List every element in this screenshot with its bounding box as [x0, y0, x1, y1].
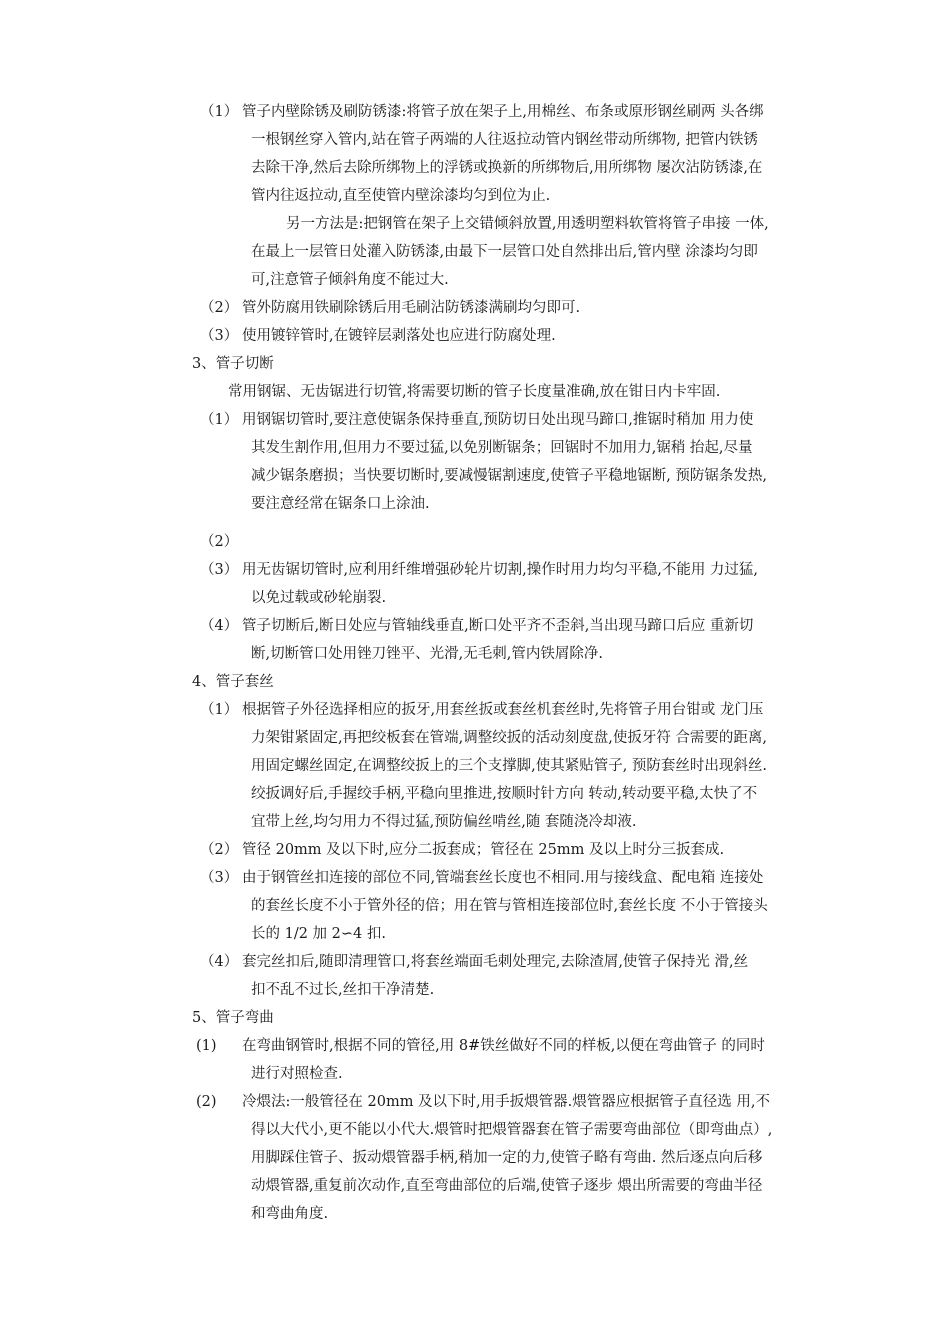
text-line: 冷煨法:一般管径在 20mm 及以下时,用手扳煨管器.煨管器应根据管子直径选 用,不 [242, 1094, 770, 1110]
item-number: （3） [200, 562, 239, 578]
text-line: 的套丝长度不小于管外径的倍；用在管与管相连接部位时,套丝长度 不小于管接头 [251, 898, 768, 914]
text-line: 在最上一层管日处灌入防锈漆,由最下一层管口处自然排出后,管内壁 涂漆均匀即 [251, 244, 758, 260]
text-line: 管子内壁除锈及刷防锈漆:将管子放在架子上,用棉丝、布条或原形钢丝刷两 头各绑 [242, 104, 764, 120]
text-line: 用钢锯切管时,要注意使锯条保持垂直,预防切日处出现马蹄口,推锯时稍加 用力使 [242, 412, 754, 428]
text-line: 管子切断后,断日处应与管轴线垂直,断口处平齐不歪斜,当出现马蹄口后应 重新切 [242, 618, 754, 634]
text-line: 根据管子外径选择相应的扳牙,用套丝扳或套丝机套丝时,先将管子用台钳或 龙门压 [242, 702, 764, 718]
text-line: 动煨管器,重复前次动作,直至弯曲部位的后端,使管子逐步 煨出所需要的弯曲半径 [251, 1178, 763, 1194]
text-line: 绞扳调好后,手握绞手柄,平稳向里推进,按顺时针方向 转动,转动要平稳,太快了不 [251, 786, 758, 802]
text-line: 使用镀锌管时,在镀锌层剥落处也应进行防腐处理. [242, 328, 556, 344]
text-line: 其发生割作用,但用力不要过猛,以免别断锯条；回锯时不加用力,锯稍 抬起,尽量 [251, 440, 753, 456]
item-number: （3） [200, 328, 239, 344]
text-line: 一根钢丝穿入管内,站在管子两端的人往返拉动管内钢丝带动所绑物, 把管内铁锈 [251, 132, 758, 148]
text-line: 可,注意管子倾斜角度不能过大. [251, 272, 449, 288]
item-number: （1） [200, 412, 239, 428]
section-heading: 5、管子弯曲 [192, 1010, 274, 1026]
text-line: 和弯曲角度. [251, 1206, 329, 1222]
text-line: 要注意经常在锯条口上涂油. [251, 496, 430, 512]
text-line: 用固定螺丝固定,在调整绞扳上的三个支撑脚,使其紧贴管子, 预防套丝时出现斜丝. [251, 758, 768, 774]
section-heading: 3、管子切断 [192, 356, 274, 372]
item-number: （4） [200, 618, 239, 634]
item-number: （3） [200, 870, 239, 886]
item-number: (1) [196, 1038, 217, 1054]
text-line: 管外防腐用铁刷除锈后用毛刷沾防锈漆满刷均匀即可. [242, 300, 581, 316]
text-line: 套完丝扣后,随即清理管口,将套丝端面毛刺处理完,去除渣屑,使管子保持光 滑,丝 [242, 954, 749, 970]
text-line: 宜带上丝,均匀用力不得过猛,预防偏丝啃丝,随 套随浇冷却液. [251, 814, 637, 830]
text-line: 常用钢锯、无齿锯进行切管,将需要切断的管子长度量准确,放在钳日内卡牢固. [228, 384, 721, 400]
text-line: 用无齿锯切管时,应利用纤维增强砂轮片切割,操作时用力均匀平稳,不能用 力过猛, [242, 562, 759, 578]
text-line: 管径 20mm 及以下时,应分二扳套成；管径在 25mm 及以上时分三扳套成. [242, 842, 725, 858]
item-number: （2） [200, 534, 239, 550]
text-line: 长的 1/2 加 2∽4 扣. [251, 926, 386, 942]
section-heading: 4、管子套丝 [192, 674, 274, 690]
text-line: 力架钳紧固定,再把绞板套在管端,调整绞扳的活动刻度盘,使扳牙符 合需要的距离, [251, 730, 768, 746]
item-number: （1） [200, 104, 239, 120]
text-line: 用脚踩住管子、扳动煨管器手柄,稍加一定的力,使管子略有弯曲. 然后逐点向后移 [251, 1150, 763, 1166]
text-line: 管内往返拉动,直至使管内壁涂漆均匀到位为止. [251, 188, 551, 204]
item-number: (2) [196, 1094, 217, 1110]
text-line: 断,切断管口处用锉刀锉平、光滑,无毛刺,管内铁屑除净. [251, 646, 603, 662]
text-line: 减少锯条磨损；当快要切断时,要减慢锯割速度,使管子平稳地锯断, 预防锯条发热, [251, 468, 768, 484]
text-line: 去除干净,然后去除所绑物上的浮锈或换新的所绑物后,用所绑物 屡次沾防锈漆,在 [251, 160, 763, 176]
text-line: 在弯曲钢管时,根据不同的管径,用 8#铁丝做好不同的样板,以便在弯曲管子 的同时 [242, 1038, 765, 1054]
text-line: 以免过载或砂轮崩裂. [251, 590, 387, 606]
item-number: （2） [200, 842, 239, 858]
text-line: 由于钢管丝扣连接的部位不同,管端套丝长度也不相同.用与接线盒、配电箱 连接处 [242, 870, 764, 886]
item-number: （2） [200, 300, 239, 316]
text-line: 另一方法是:把钢管在架子上交错倾斜放置,用透明塑料软管将管子串接 一体, [286, 216, 769, 232]
text-line: 扣不乱不过长,丝扣干净清楚. [251, 982, 435, 998]
item-number: （4） [200, 954, 239, 970]
text-line: 进行对照检查. [251, 1066, 343, 1082]
item-number: （1） [200, 702, 239, 718]
text-line: 得以大代小,更不能以小代大.煨管时把煨管器套在管子需要弯曲部位（即弯曲点）, [251, 1122, 773, 1138]
